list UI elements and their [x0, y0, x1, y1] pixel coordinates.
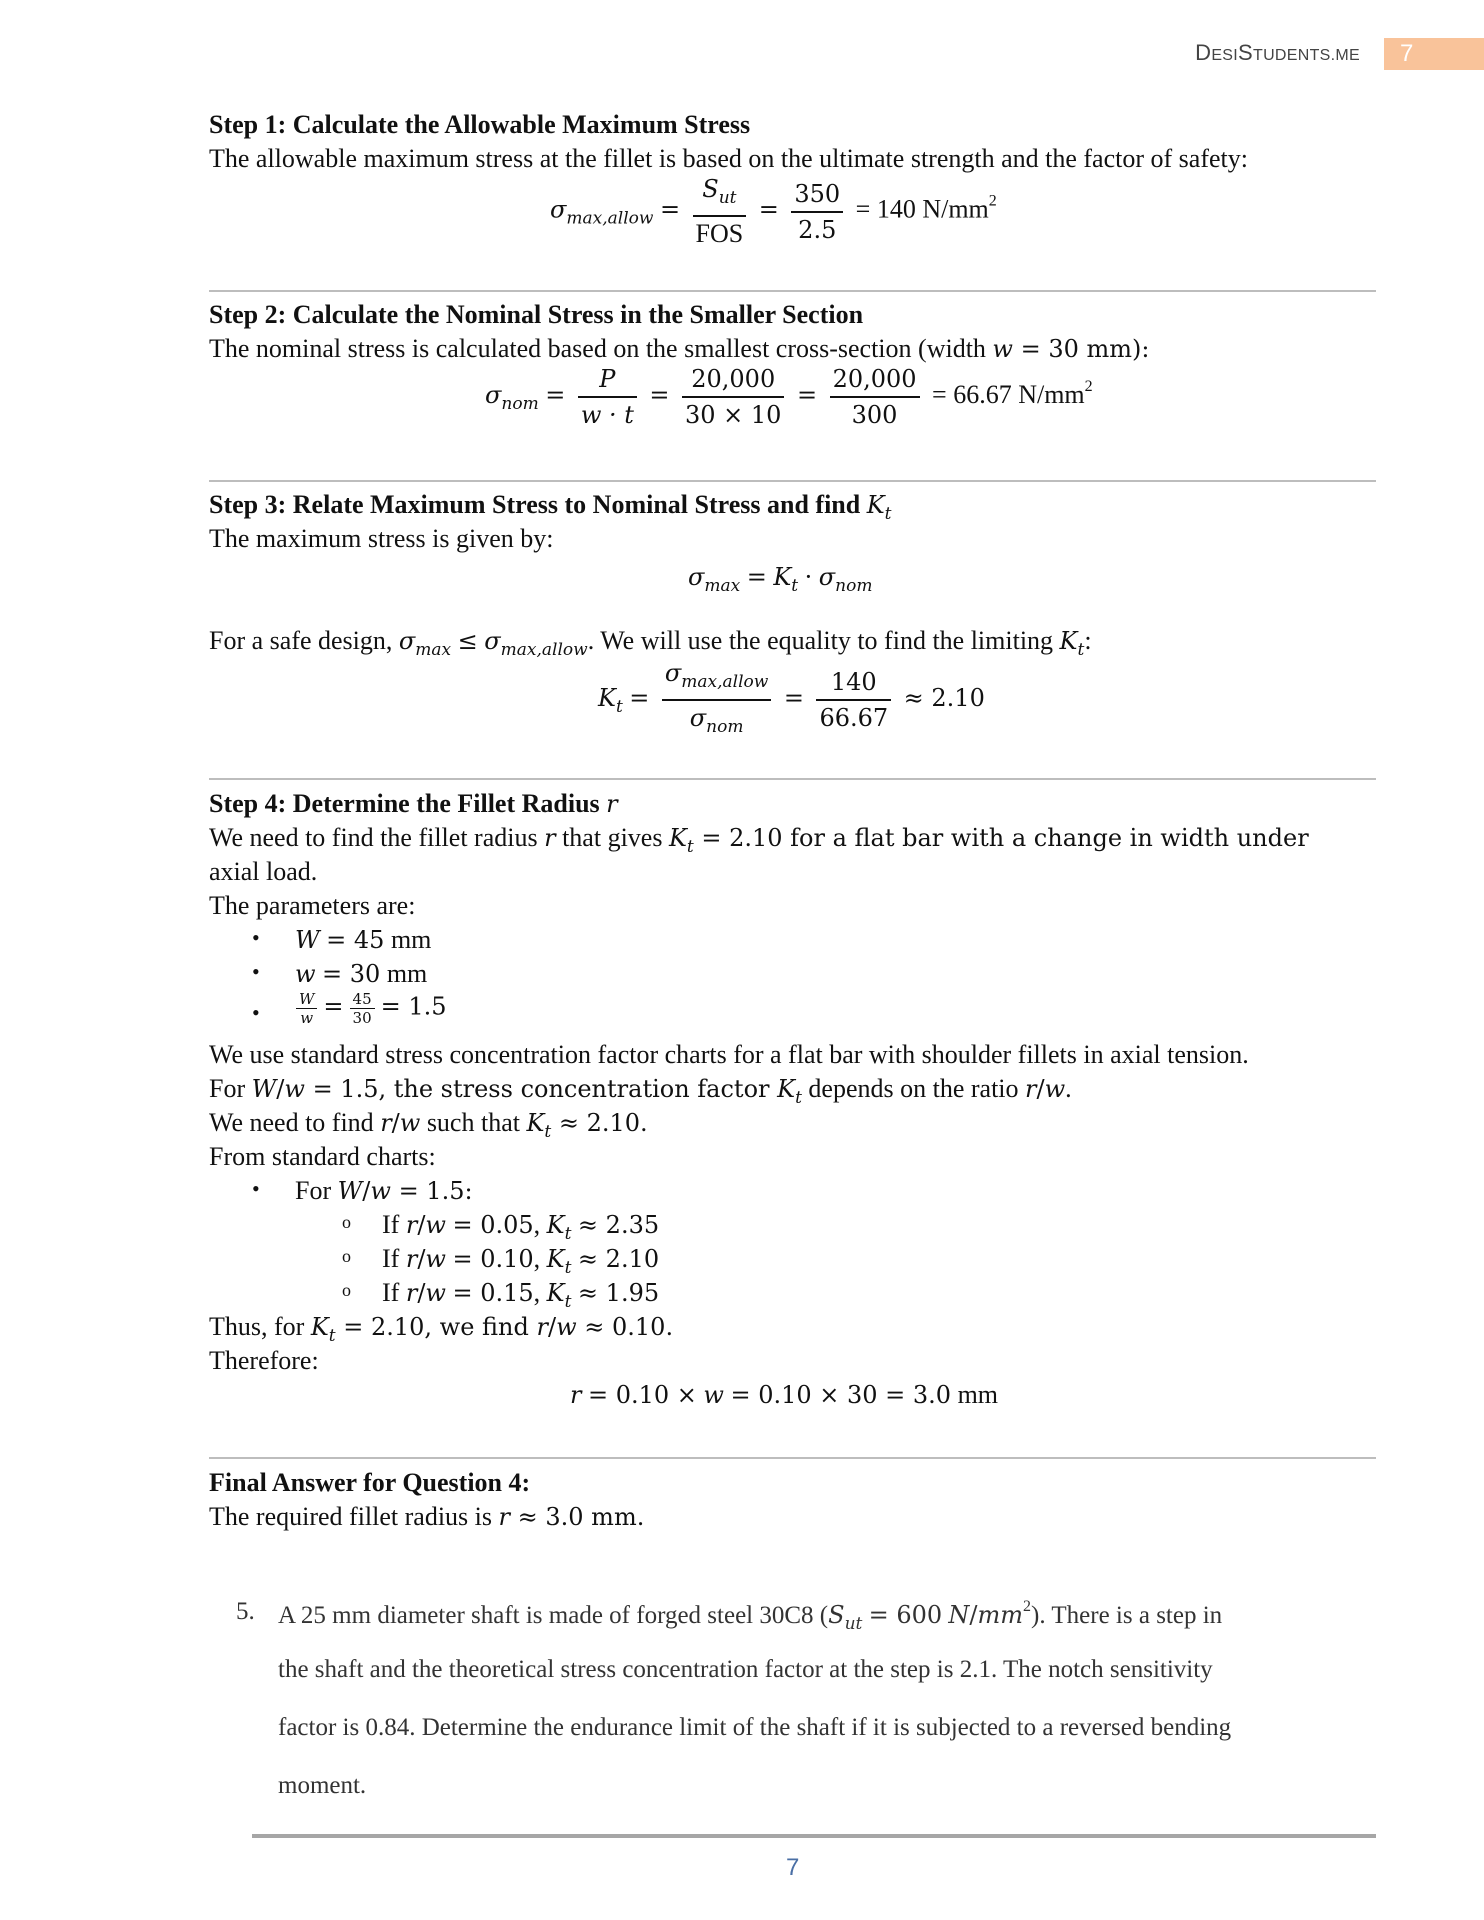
- step4-line7: From standard charts:: [209, 1142, 436, 1171]
- eq-symbol: σ: [550, 195, 567, 224]
- eq-result: = 66.67 N/mm: [932, 379, 1085, 409]
- case-kt: 1.95: [605, 1279, 660, 1307]
- eq-superscript: 2: [988, 192, 997, 210]
- text-run: For: [295, 1176, 338, 1205]
- fraction: [662, 656, 771, 744]
- case-kt: 2.10: [605, 1245, 660, 1273]
- fraction-numerator: 20,000: [832, 365, 917, 393]
- fraction-denominator: w · t: [578, 396, 637, 432]
- fraction-numerator: P: [599, 365, 616, 393]
- circle-bullet-icon: o: [342, 1212, 351, 1232]
- bullet-icon: •: [252, 1000, 260, 1025]
- fraction-denominator: 300: [830, 396, 920, 432]
- fraction-denominator: 66.67: [816, 699, 891, 735]
- step3-text1: The maximum stress is given by:: [209, 524, 554, 553]
- fraction-numerator: 140: [830, 668, 877, 696]
- fraction: [816, 665, 891, 735]
- case-item: If r/w = 0.10, $K_t \approx 2.10$: [382, 1244, 660, 1278]
- text-run: ≈ 0.10.: [576, 1313, 674, 1341]
- step4-line8: Thus, for $K_t = 2.10$, we find r/w ≈ 0.10.: [209, 1312, 674, 1346]
- bullet-icon: •: [252, 1176, 260, 1201]
- text-run: The required fillet radius is: [209, 1502, 499, 1531]
- bullet-icon: •: [252, 925, 260, 950]
- question5-line2: the shaft and the theoretical stress concentration factor at the step is 2.1. The notch sensitivity: [278, 1656, 1213, 1683]
- fraction-denominator: FOS: [693, 215, 747, 251]
- eq-subscript: ut: [718, 188, 737, 208]
- text-run: = 2.10, we find: [335, 1313, 537, 1341]
- eq-symbol: σ: [689, 704, 707, 732]
- eq-subscript: max,allow: [566, 208, 654, 229]
- text-run: ≈ 2.10.: [551, 1109, 648, 1137]
- question5-line1: A 25 mm diameter shaft is made of forged steel 30C8 ($S_{ut} = 600$ $N/mm^2$). There is a step in: [278, 1598, 1223, 1634]
- page-badge: [1384, 38, 1484, 70]
- fraction: [682, 362, 784, 432]
- eq-symbol: K: [598, 683, 616, 712]
- step3-text2: For a safe design, $\sigma_{max} \le \sigma_{max,allow}$. We will use the equality to find the limiting $K_t$:: [209, 626, 1092, 660]
- eq-symbol: r: [606, 790, 618, 818]
- fraction: [830, 362, 920, 432]
- eq-symbol: σ: [485, 380, 502, 409]
- fraction-denominator: 2.5: [791, 211, 843, 247]
- step4-line1: We need to find the fillet radius r that gives $K_t = 2.10$ for a flat bar with a change in width under: [209, 823, 1309, 857]
- text-run: For a safe design,: [209, 626, 399, 655]
- text-run: = 2.10 for a flat bar with a change in width under: [693, 824, 1309, 852]
- case-rw: 0.15: [480, 1279, 534, 1307]
- case-rw: 0.10: [480, 1245, 534, 1273]
- footer-divider: [252, 1834, 1376, 1838]
- fraction-numerator: 350: [794, 179, 841, 208]
- step2-heading: Step 2: Calculate the Nominal Stress in the Smaller Section: [209, 300, 864, 329]
- fraction: [693, 172, 747, 251]
- final-answer-text: The required fillet radius is r ≈ 3.0 mm.: [209, 1502, 645, 1531]
- fraction: [578, 362, 637, 432]
- case-item: If r/w = 0.15, $K_t \approx 1.95$: [382, 1278, 660, 1312]
- eq-subscript: nom: [706, 717, 744, 737]
- param-item: w = 30 mm: [295, 959, 428, 988]
- section-divider: [209, 290, 1376, 292]
- eq-result: = 140 N/mm: [855, 194, 989, 224]
- text-run: = 1.5:: [390, 1177, 473, 1205]
- step4-line9: Therefore:: [209, 1346, 319, 1375]
- step4-final-equation: r = 0.10 × w = 0.10 × 30 = 3.0 mm: [570, 1380, 999, 1409]
- eq-symbol: S: [702, 175, 719, 203]
- site-name-part: D: [1195, 40, 1212, 65]
- site-name-part: ESI: [1211, 47, 1239, 64]
- step2-equation: $\sigma_{nom}$ = $\frac{P}{w \cdot t}$ = $\frac{20,000}{30 \times 10}$ = $\frac{20,000}{300}$ = 66.67 $N/mm^2$: [485, 362, 1093, 432]
- text-run: = 30 mm):: [1012, 335, 1150, 363]
- chart-bullet: For W/w = 1.5:: [295, 1176, 473, 1205]
- step1-text: The allowable maximum stress at the fillet is based on the ultimate strength and the factor of safety:: [209, 144, 1248, 173]
- case-item: If r/w = 0.05, $K_t \approx 2.35$: [382, 1210, 660, 1244]
- text-run: We need to find the fillet radius: [209, 823, 545, 852]
- text-run: We need to find: [209, 1108, 381, 1137]
- eq-symbol: K: [866, 491, 885, 519]
- text-run: ≈ 3.0 mm.: [510, 1503, 645, 1531]
- heading-text: Step 4: Determine the Fillet Radius: [209, 789, 607, 818]
- circle-bullet-icon: o: [342, 1246, 351, 1266]
- param-item: W = 45 mm: [295, 925, 432, 954]
- page-badge-number: 7: [1400, 40, 1414, 67]
- section-divider: [209, 1457, 1376, 1459]
- case-rw: 0.05: [480, 1211, 534, 1239]
- eq-subscript: t: [884, 504, 892, 524]
- fraction: [791, 177, 843, 247]
- question-number: 5.: [236, 1598, 255, 1625]
- fraction-denominator: 30 × 10: [682, 396, 784, 432]
- site-name: [1180, 40, 1360, 66]
- step3-equation1: $\sigma_{max} = K_t \cdot \sigma_{nom}$: [688, 563, 873, 596]
- eq-symbol: w: [992, 335, 1013, 363]
- step4-line4: We use standard stress concentration factor charts for a flat bar with shoulder fillets in axial tension.: [209, 1040, 1249, 1069]
- text-run: . We will use the equality to find the limiting: [587, 626, 1060, 655]
- heading-text: Step 3: Relate Maximum Stress to Nominal Stress and find: [209, 490, 867, 519]
- site-name-part: TUDENTS.ME: [1253, 47, 1360, 64]
- section-divider: [209, 778, 1376, 780]
- step4-line2: axial load.: [209, 857, 318, 886]
- step1-equation: $\sigma_{max,allow}$ = $\frac{S_{ut}}{\text{FOS}}$ = $\frac{350}{2.5}$ = 140 $N/mm^2$: [550, 172, 997, 251]
- question5-line4: moment.: [278, 1772, 367, 1799]
- section-divider: [209, 480, 1376, 482]
- footer-page-number: 7: [786, 1854, 800, 1881]
- bullet-icon: •: [252, 959, 260, 984]
- eq-subscript: t: [615, 696, 623, 717]
- text-run: Thus, for: [209, 1312, 311, 1341]
- step2-text: [209, 334, 1149, 364]
- case-kt: 2.35: [605, 1211, 660, 1239]
- text-run: that gives: [555, 823, 669, 852]
- text-run: ). There is a step in: [1031, 1602, 1223, 1629]
- step1-heading: Step 1: Calculate the Allowable Maximum Stress: [209, 110, 751, 139]
- text-run: = 1.5, the stress concentration factor: [304, 1075, 778, 1103]
- step4-heading: [209, 789, 618, 819]
- text-run: A 25 mm diameter shaft is made of forged steel 30C8 (: [278, 1602, 829, 1629]
- step4-line6: We need to find r/w such that $K_t \approx 2.10$.: [209, 1108, 648, 1142]
- circle-bullet-icon: o: [342, 1280, 351, 1300]
- step3-equation2: $K_t$ = $\frac{\sigma_{max,allow}}{\sigma_{nom}}$ = $\frac{140}{66.67}$ ≈ 2.10: [598, 656, 985, 744]
- fraction-numerator: 20,000: [691, 365, 776, 393]
- param-item: $\frac{W}{w}$ = $\frac{45}{30}$ = 1.5: [290, 990, 447, 1027]
- text-run: The nominal stress is calculated based on the smallest cross-section (width: [209, 334, 993, 363]
- text-run: depends on the ratio: [801, 1074, 1026, 1103]
- final-answer-heading: Final Answer for Question 4:: [209, 1468, 531, 1497]
- eq-symbol: σ: [664, 659, 682, 687]
- eq-subscript: nom: [501, 393, 539, 414]
- eq-subscript: max,allow: [681, 672, 769, 692]
- eq-superscript: 2: [1084, 377, 1093, 395]
- step4-line3: The parameters are:: [209, 891, 416, 920]
- site-name-part: S: [1238, 40, 1253, 65]
- text-run: For: [209, 1074, 252, 1103]
- text-run: such that: [420, 1108, 527, 1137]
- question5-line3: factor is 0.84. Determine the endurance limit of the shaft if it is subjected to a reversed bending: [278, 1714, 1232, 1741]
- eq-result: ≈ 2.10: [903, 683, 985, 712]
- step4-line5: For W/w = 1.5, the stress concentration factor $K_t$ depends on the ratio r/w.: [209, 1074, 1072, 1108]
